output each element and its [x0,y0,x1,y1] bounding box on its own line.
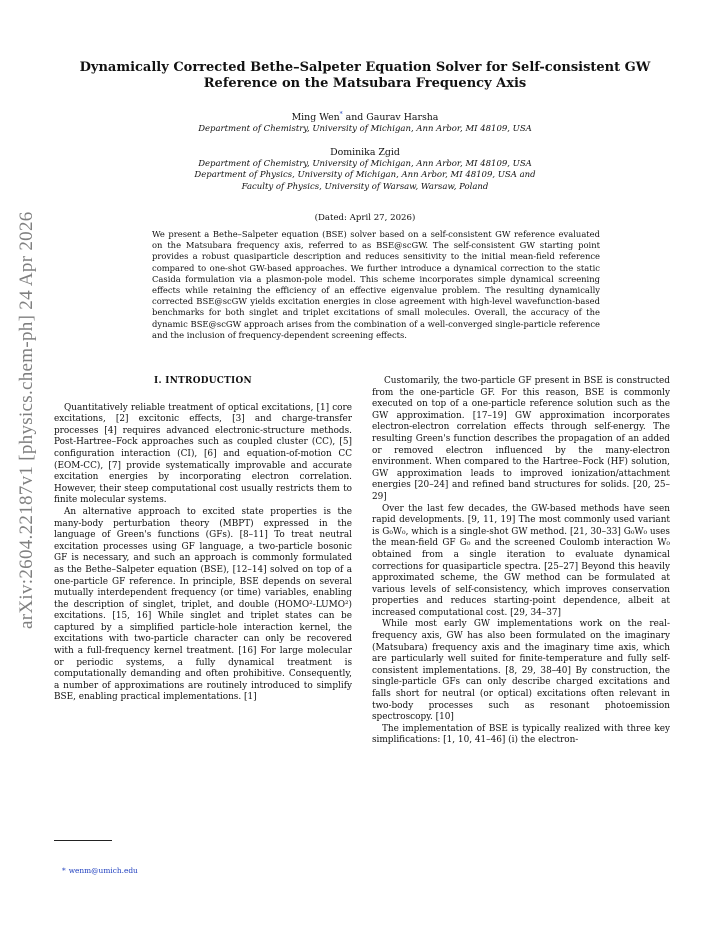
section-heading: I. INTRODUCTION [154,376,252,386]
paragraph: While most early GW implementations work on the real-frequency axis, GW has also been formulated on the imaginary (Matsubara) frequency axis and the imaginary time axis, which are particularly well suited for finite-temperature and fully self-consistent implementations. [8, 29, 38–40] By construction, the single-particle GFs can only describe charged excitations and falls short for neutral (or optical) excitations often relevant in two-body processes such as resonant photoemission spectroscopy. [10] [372,619,670,723]
author-dominika-zgid: Dominika Zgid [330,146,400,158]
author-email-link[interactable]: wenm@umich.edu [68,866,138,875]
author-block [60,108,670,203]
title-line-1: Dynamically Corrected Bethe–Salpeter Equation Solver for Self-consistent GW [79,60,651,75]
arxiv-side-stamp: arXiv:2604.22187v1 [physics.chem-ph] 24 Apr 2026 [16,211,37,629]
paper-title [60,60,670,92]
corresponding-author-mark[interactable]: * [339,111,343,118]
date-line: (Dated: April 27, 2026) [314,213,416,223]
paragraph: Over the last few decades, the GW-based methods have seen rapid developments. [9, 11, 19] The most commonly used variant is G₀W₀, which is a single-shot GW method. [21, 30–33] G₀W₀ uses the mean-field GF G₀ and the screened Coulomb interaction W₀ obtained from a single iteration to evaluate dynamical corrections for quasiparticle spectra. [25–27] Beyond this heavily approximated scheme, the GW method can be formulated at various levels of self-consistency, which improves conservation properties and reduces starting-point dependence, albeit at increased computational cost. [29, 34–37] [372,503,670,618]
footnote [62,866,138,875]
footnote-rule [54,840,112,841]
footnote-mark: * [62,866,66,875]
affiliation-2c: Faculty of Physics, University of Warsaw, Warsaw, Poland [241,181,489,192]
author-ming-wen: Ming Wen [291,112,340,124]
affiliation-2b: Department of Physics, University of Michigan, Ann Arbor, MI 48109, USA and [194,170,536,181]
left-column [54,376,352,704]
abstract: We present a Bethe–Salpeter equation (BSE) solver based on a self-consistent GW reference evaluated on the Matsubara frequency axis, referred to as BSE@scGW. The self-consistent GW starting point provides a robust quasiparticle description and reduces sensitivity to the initial mean-field reference compared to one-shot GW-based approaches. We further introduce a dynamical correction to the static Casida formulation via a plasmon-pole model. This scheme incorporates simple dynamical screening effects while retaining the efficiency of an effective eigenvalue problem. The resulting dynamically corrected BSE@scGW yields excitation energies in close agreement with high-level wavefunction-based benchmarks for both singlet and triplet excitations of small molecules. Overall, the accuracy of the dynamic BSE@scGW approach arises from the combination of a well-converged single-particle reference and the inclusion of frequency-dependent screening effects. [152,229,600,340]
paragraph: Customarily, the two-particle GF present in BSE is constructed from the one-particle GF. For this reason, BSE is commonly executed on top of a one-particle reference solution such as the GW approximation. [17–19] GW approximation incorporates electron-electron correlation effects through self-energy. The resulting Green's function describes the propagation of an added or removed electron influenced by the many-electron environment. When compared to the Hartree–Fock (HF) solution, GW approximation leads to improved ionization/attachment energies [20–24] and refined band structures for solids. [20, 25–29] [372,376,670,502]
title-line-2: Reference on the Matsubara Frequency Axis [203,76,527,91]
paragraph: Quantitatively reliable treatment of optical excitations, [1] core excitations, [2] excitonic effects, [3] and charge-transfer processes [4] requires advanced electronic-structure methods. Post-Hartree–Fock approaches such as coupled cluster (CC), [5] configuration interaction (CI), [6] and equation-of-motion CC (EOM-CC), [7] provide systematically improvable and accurate excitation energies by incorporating electron correlation. However, their steep computational cost usually restricts them to finite molecular systems. [54,402,352,506]
affiliation-1: Department of Chemistry, University of Michigan, Ann Arbor, MI 48109, USA [198,124,532,135]
affiliation-2a: Department of Chemistry, University of Michigan, Ann Arbor, MI 48109, USA [198,158,532,169]
author-gaurav-harsha: and Gaurav Harsha [342,112,439,124]
author-names-1 [60,108,670,124]
paragraph: An alternative approach to excited state properties is the many-body perturbation theory (MBPT) expressed in the language of Green's functions (GFs). [8–11] To treat neutral excitation processes using GF language, a two-particle bosonic GF is necessary, and such an approach is commonly formulated as the Bethe–Salpeter equation (BSE), [12–14] solved on top of a one-particle GF reference. In principle, BSE depends on several mutually interdependent frequency (or time) variables, enabling the description of singlet, triplet, and double (HOMO²-LUMO²) excitations. [15, 16] While singlet and triplet states can be captured by a simplified particle-hole interaction kernel, the excitations with two-particle character can only be recovered with a full-frequency kernel treatment. [16] For large molecular or periodic systems, a fully dynamical treatment is computationally demanding and often prohibitive. Consequently, a number of approximations are routinely introduced to simplify BSE, enabling practical implementations. [1] [54,506,352,703]
right-column [372,376,670,747]
paragraph: The implementation of BSE is typically realized with three key simplifications: [1, 10, 41–46] (i) the electron- [372,723,670,746]
